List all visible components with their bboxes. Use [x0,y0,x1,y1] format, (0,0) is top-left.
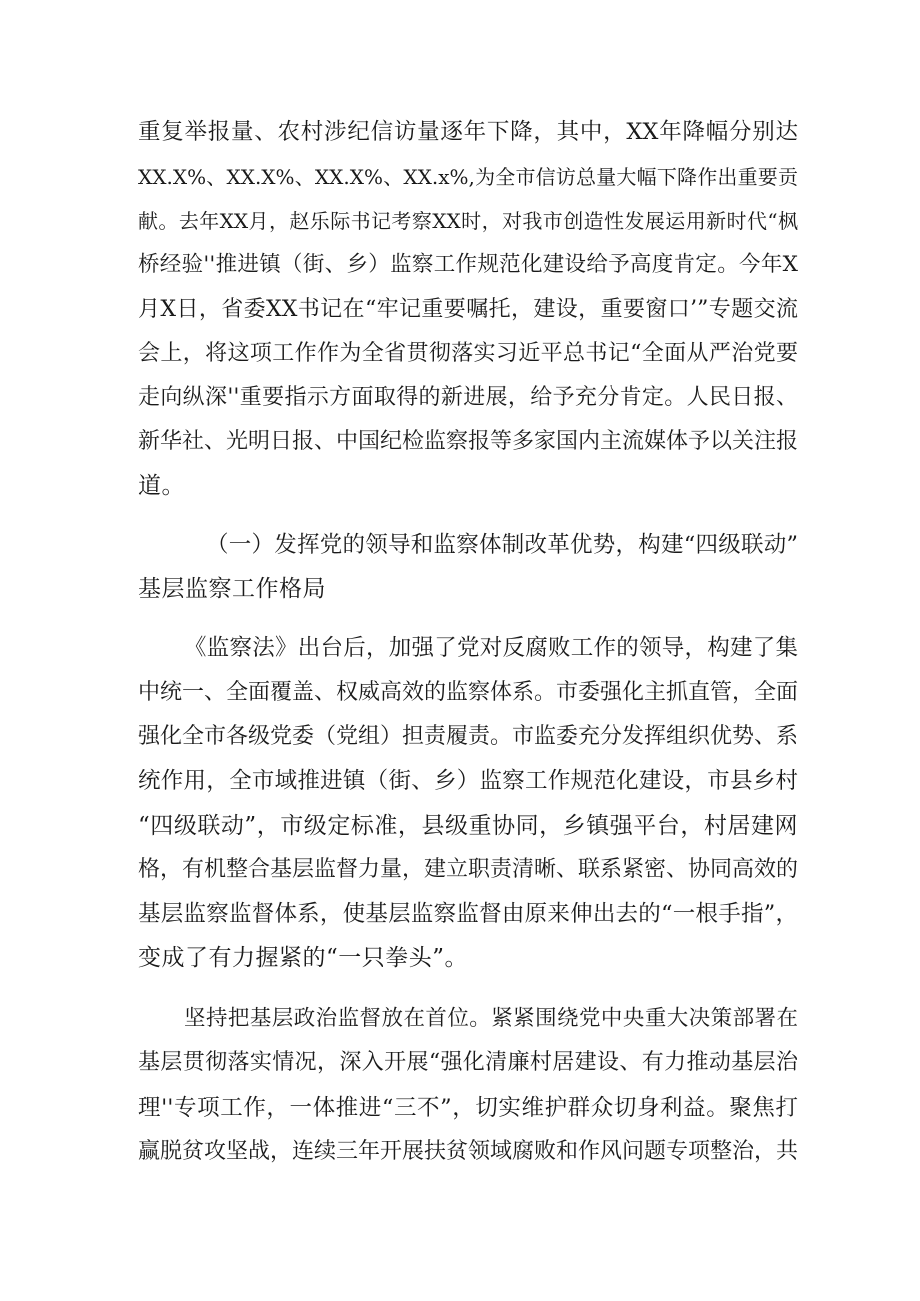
paragraph-1-line-4: 桥经验''推进镇（街、乡）监察工作规范化建设给予高度肯定。今年X [138,252,798,277]
paragraph-3-line-3: 理''专项工作，一体推进“三不”，切实维护群众切身利益。聚焦打 [138,1095,798,1121]
section-heading-line-1: （一）发挥党的领导和监察体制改革优势，构建“四级联动” [206,532,798,558]
paragraph-1-line-7: 走向纵深''重要指示方面取得的新进展，给予充分肯定。人民日报、 [138,385,798,410]
paragraph-1-line-8: 新华社、光明日报、中国纪检监察报等多家国内主流媒体予以关注报 [138,429,799,454]
section-heading-line-2: 基层监察工作格局 [138,576,326,602]
paragraph-2-line-2: 中统一、全面覆盖、权威高效的监察体系。市委强化主抓直管，全面 [138,680,799,705]
paragraph-1-line-6: 会上，将这项工作作为全省贯彻落实习近平总书记“全面从严治党要 [138,341,798,366]
paragraph-2-line-5: “四级联动”，市级定标准，县级重协同，乡镇强平台，村居建网 [138,813,798,839]
paragraph-1-line-5: 月X日，省委XX书记在“牢记重要嘱托，建设，重要窗口’”专题交流 [138,297,798,322]
paragraph-2-line-4: 统作用，全市域推进镇（街、乡）监察工作规范化建设，市县乡村 [138,768,798,794]
paragraph-2-line-1: 《监察法》出台后，加强了党对反腐败工作的领导，构建了集 [184,635,798,661]
paragraph-3-line-4: 赢脱贫攻坚战，连续三年开展扶贫领域腐败和作风问题专项整治，共 [138,1139,799,1164]
paragraph-2-line-8: 变成了有力握紧的“一只拳头”。 [138,945,469,971]
paragraph-1-line-2: XX.X%、XX.X%、XX.X%、XX.x%,为全市信访总量大幅下降作出重要贡 [138,165,798,189]
paragraph-3-line-2: 基层贯彻落实情况，深入开展“强化清廉村居建设、有力推动基层治 [138,1050,798,1075]
paragraph-2-line-6: 格，有机整合基层监督力量，建立职责清晰、联系紧密、协同高效的 [138,857,799,882]
paragraph-2-line-3: 强化全市各级党委（党组）担责履责。市监委充分发挥组织优势、系 [138,724,799,749]
paragraph-1-line-1: 重复举报量、农村涉纪信访量逐年下降，其中，XX年降幅分别达 [138,119,798,145]
paragraph-1-line-3: 献。去年XX月，赵乐际书记考察XX时，对我市创造性发展运用新时代“枫 [138,209,798,233]
paragraph-1-line-9: 道。 [138,473,185,499]
paragraph-3-line-1: 坚持把基层政治监督放在首位。紧紧围绕党中央重大决策部署在 [184,1006,798,1031]
paragraph-2-line-7: 基层监察监督体系，使基层监察监督由原来伸出去的“一根手指”， [138,901,798,927]
